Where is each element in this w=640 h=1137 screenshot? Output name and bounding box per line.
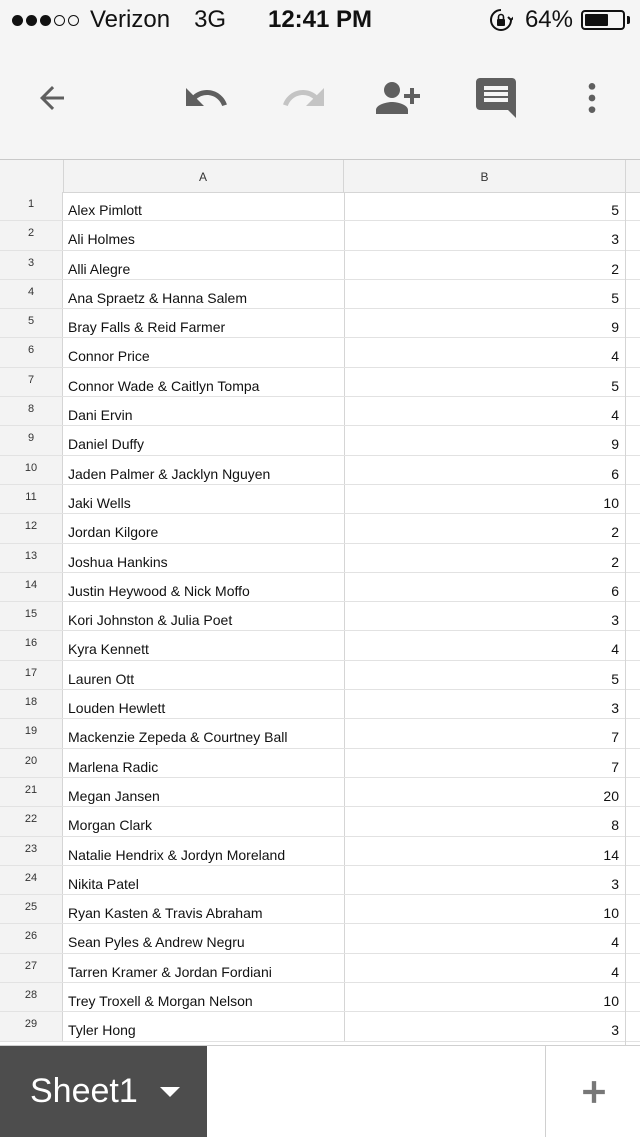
sheet-tab[interactable] bbox=[0, 1046, 207, 1137]
status-right bbox=[489, 6, 630, 34]
table-row bbox=[0, 661, 640, 690]
column-c-divider bbox=[625, 160, 626, 1046]
add-person-icon bbox=[374, 72, 422, 124]
cell-name[interactable]: Tarren Kramer & Jordan Fordiani bbox=[68, 963, 272, 980]
row-number[interactable]: 16 bbox=[0, 631, 63, 659]
battery-level bbox=[585, 14, 608, 26]
table-row bbox=[0, 778, 640, 807]
cell-name[interactable]: Connor Price bbox=[68, 348, 150, 365]
table-row bbox=[0, 309, 640, 338]
more-vert-icon bbox=[572, 78, 612, 118]
row-number[interactable]: 28 bbox=[0, 983, 63, 1011]
row-number[interactable]: 15 bbox=[0, 602, 63, 630]
cell-value[interactable]: 10 bbox=[344, 983, 619, 1011]
row-number[interactable]: 2 bbox=[0, 221, 63, 249]
cell-value[interactable]: 7 bbox=[344, 749, 619, 777]
cell-value[interactable]: 3 bbox=[344, 221, 619, 249]
cell-name[interactable]: Nikita Patel bbox=[68, 875, 139, 892]
table-row bbox=[0, 280, 640, 309]
row-number[interactable]: 26 bbox=[0, 924, 63, 952]
cell-name[interactable]: Kyra Kennett bbox=[68, 641, 149, 658]
cell-value[interactable]: 14 bbox=[344, 837, 619, 865]
cell-value[interactable]: 9 bbox=[344, 426, 619, 454]
cell-value[interactable]: 4 bbox=[344, 954, 619, 982]
row-number[interactable]: 20 bbox=[0, 749, 63, 777]
cell-name[interactable]: Bray Falls & Reid Farmer bbox=[68, 319, 226, 336]
sheet-tab-bar bbox=[0, 1045, 640, 1137]
row-number[interactable]: 12 bbox=[0, 514, 63, 542]
table-row bbox=[0, 368, 640, 397]
table-row bbox=[0, 192, 640, 221]
table-row bbox=[0, 573, 640, 602]
table-row bbox=[0, 895, 640, 924]
table-row bbox=[0, 338, 640, 367]
cell-name[interactable]: Tyler Hong bbox=[68, 1022, 136, 1039]
table-row bbox=[0, 866, 640, 895]
table-row bbox=[0, 983, 640, 1012]
rows-container bbox=[0, 192, 640, 1042]
undo-button[interactable] bbox=[182, 74, 230, 122]
cell-name[interactable]: Trey Troxell & Morgan Nelson bbox=[68, 993, 253, 1010]
cell-name[interactable]: Lauren Ott bbox=[68, 670, 135, 687]
table-row bbox=[0, 514, 640, 543]
cell-name[interactable]: Megan Jansen bbox=[68, 787, 160, 804]
cell-name[interactable]: Jordan Kilgore bbox=[68, 524, 159, 541]
back-arrow-icon bbox=[34, 80, 70, 116]
cell-value[interactable]: 5 bbox=[344, 661, 619, 689]
table-row bbox=[0, 426, 640, 455]
row-number[interactable]: 1 bbox=[0, 192, 63, 220]
cell-name[interactable]: Marlena Radic bbox=[68, 758, 159, 775]
cell-value[interactable]: 2 bbox=[344, 251, 619, 279]
back-button[interactable] bbox=[28, 74, 76, 122]
battery-icon bbox=[581, 10, 625, 30]
row-number[interactable]: 5 bbox=[0, 309, 63, 337]
table-row bbox=[0, 397, 640, 426]
row-number[interactable]: 29 bbox=[0, 1012, 63, 1040]
comments-button[interactable] bbox=[472, 74, 520, 122]
select-all-corner[interactable] bbox=[0, 160, 64, 192]
cell-name[interactable]: Ana Spraetz & Hanna Salem bbox=[68, 289, 247, 306]
cell-name[interactable]: Kori Johnston & Julia Poet bbox=[68, 612, 233, 629]
comment-icon bbox=[472, 74, 520, 122]
share-add-person-button[interactable] bbox=[374, 74, 422, 122]
cell-value[interactable]: 4 bbox=[344, 631, 619, 659]
cell-name[interactable]: Alli Alegre bbox=[68, 260, 131, 277]
status-time: 12:41 PM bbox=[267, 6, 373, 33]
caret-down-icon[interactable] bbox=[160, 1087, 180, 1097]
cell-name[interactable]: Jaden Palmer & Jacklyn Nguyen bbox=[68, 465, 271, 482]
row-number[interactable]: 17 bbox=[0, 661, 63, 689]
row-number[interactable]: 21 bbox=[0, 778, 63, 806]
row-number[interactable]: 3 bbox=[0, 251, 63, 279]
row-number[interactable]: 7 bbox=[0, 368, 63, 396]
table-row bbox=[0, 544, 640, 573]
column-header-row bbox=[0, 160, 640, 193]
sheet-tab-label: Sheet1 bbox=[30, 1072, 138, 1110]
battery-percent: 64% bbox=[524, 6, 573, 33]
cell-name[interactable]: Morgan Clark bbox=[68, 817, 153, 834]
row-number[interactable]: 27 bbox=[0, 954, 63, 982]
battery-tip bbox=[627, 16, 630, 24]
more-options-button[interactable] bbox=[568, 74, 616, 122]
cell-name[interactable]: Justin Heywood & Nick Moffo bbox=[68, 582, 250, 599]
cell-name[interactable]: Natalie Hendrix & Jordyn Moreland bbox=[68, 846, 286, 863]
cell-value[interactable]: 4 bbox=[344, 924, 619, 952]
cell-value[interactable]: 5 bbox=[344, 280, 619, 308]
plus-icon bbox=[581, 1079, 607, 1105]
cell-value[interactable]: 2 bbox=[344, 514, 619, 542]
row-number[interactable]: 8 bbox=[0, 397, 63, 425]
row-number[interactable]: 14 bbox=[0, 573, 63, 601]
redo-icon bbox=[280, 74, 328, 122]
cell-name[interactable]: Joshua Hankins bbox=[68, 553, 168, 570]
cell-value[interactable]: 20 bbox=[344, 778, 619, 806]
spreadsheet-grid[interactable] bbox=[0, 159, 640, 1046]
cell-value[interactable]: 2 bbox=[344, 544, 619, 572]
cell-value[interactable]: 3 bbox=[344, 602, 619, 630]
row-number[interactable]: 22 bbox=[0, 807, 63, 835]
table-row bbox=[0, 954, 640, 983]
table-row bbox=[0, 485, 640, 514]
cell-value[interactable]: 3 bbox=[344, 866, 619, 894]
column-header-b[interactable]: B bbox=[344, 160, 626, 192]
row-number[interactable]: 6 bbox=[0, 338, 63, 366]
cell-name[interactable]: Sean Pyles & Andrew Negru bbox=[68, 934, 245, 951]
cell-name[interactable]: Jaki Wells bbox=[68, 494, 131, 511]
cell-name[interactable]: Daniel Duffy bbox=[68, 436, 145, 453]
table-row bbox=[0, 807, 640, 836]
cell-value[interactable]: 10 bbox=[344, 485, 619, 513]
redo-button[interactable] bbox=[280, 74, 328, 122]
cell-value[interactable]: 5 bbox=[344, 368, 619, 396]
table-row bbox=[0, 456, 640, 485]
row-number[interactable]: 10 bbox=[0, 456, 63, 484]
row-number[interactable]: 11 bbox=[0, 485, 63, 513]
cell-value[interactable]: 8 bbox=[344, 807, 619, 835]
cell-value[interactable]: 4 bbox=[344, 338, 619, 366]
cell-name[interactable]: Mackenzie Zepeda & Courtney Ball bbox=[68, 729, 288, 746]
status-bar bbox=[0, 0, 640, 40]
cell-value[interactable]: 3 bbox=[344, 1012, 619, 1040]
row-number[interactable]: 4 bbox=[0, 280, 63, 308]
row-number[interactable]: 13 bbox=[0, 544, 63, 572]
cell-value[interactable]: 3 bbox=[344, 690, 619, 718]
rotation-lock-icon bbox=[489, 8, 513, 32]
row-number[interactable]: 23 bbox=[0, 837, 63, 865]
cell-name[interactable]: Connor Wade & Caitlyn Tompa bbox=[68, 377, 260, 394]
table-row bbox=[0, 690, 640, 719]
column-header-a[interactable]: A bbox=[63, 160, 344, 192]
cell-value[interactable]: 10 bbox=[344, 895, 619, 923]
table-row bbox=[0, 924, 640, 953]
table-row bbox=[0, 837, 640, 866]
cell-value[interactable]: 6 bbox=[344, 573, 619, 601]
add-sheet-button[interactable] bbox=[545, 1046, 640, 1137]
cell-value[interactable]: 7 bbox=[344, 719, 619, 747]
table-row bbox=[0, 631, 640, 660]
cell-name[interactable]: Ryan Kasten & Travis Abraham bbox=[68, 905, 263, 922]
cell-value[interactable]: 4 bbox=[344, 397, 619, 425]
toolbar bbox=[0, 40, 640, 160]
row-number[interactable]: 19 bbox=[0, 719, 63, 747]
table-row bbox=[0, 749, 640, 778]
cell-name[interactable]: Louden Hewlett bbox=[68, 700, 166, 717]
row-number[interactable]: 24 bbox=[0, 866, 63, 894]
row-number[interactable]: 9 bbox=[0, 426, 63, 454]
cell-value[interactable]: 9 bbox=[344, 309, 619, 337]
row-number[interactable]: 18 bbox=[0, 690, 63, 718]
table-row bbox=[0, 1012, 640, 1041]
network-type: 3G bbox=[194, 6, 227, 33]
table-row bbox=[0, 602, 640, 631]
table-row bbox=[0, 251, 640, 280]
undo-icon bbox=[182, 74, 230, 122]
carrier-name: Verizon bbox=[90, 6, 171, 33]
table-row bbox=[0, 719, 640, 748]
cell-name[interactable]: Ali Holmes bbox=[68, 231, 135, 248]
row-number[interactable]: 25 bbox=[0, 895, 63, 923]
cell-name[interactable]: Dani Ervin bbox=[68, 407, 133, 424]
cell-name[interactable]: Alex Pimlott bbox=[68, 202, 142, 218]
cell-value[interactable]: 5 bbox=[344, 192, 619, 220]
cell-value[interactable]: 6 bbox=[344, 456, 619, 484]
table-row bbox=[0, 221, 640, 250]
